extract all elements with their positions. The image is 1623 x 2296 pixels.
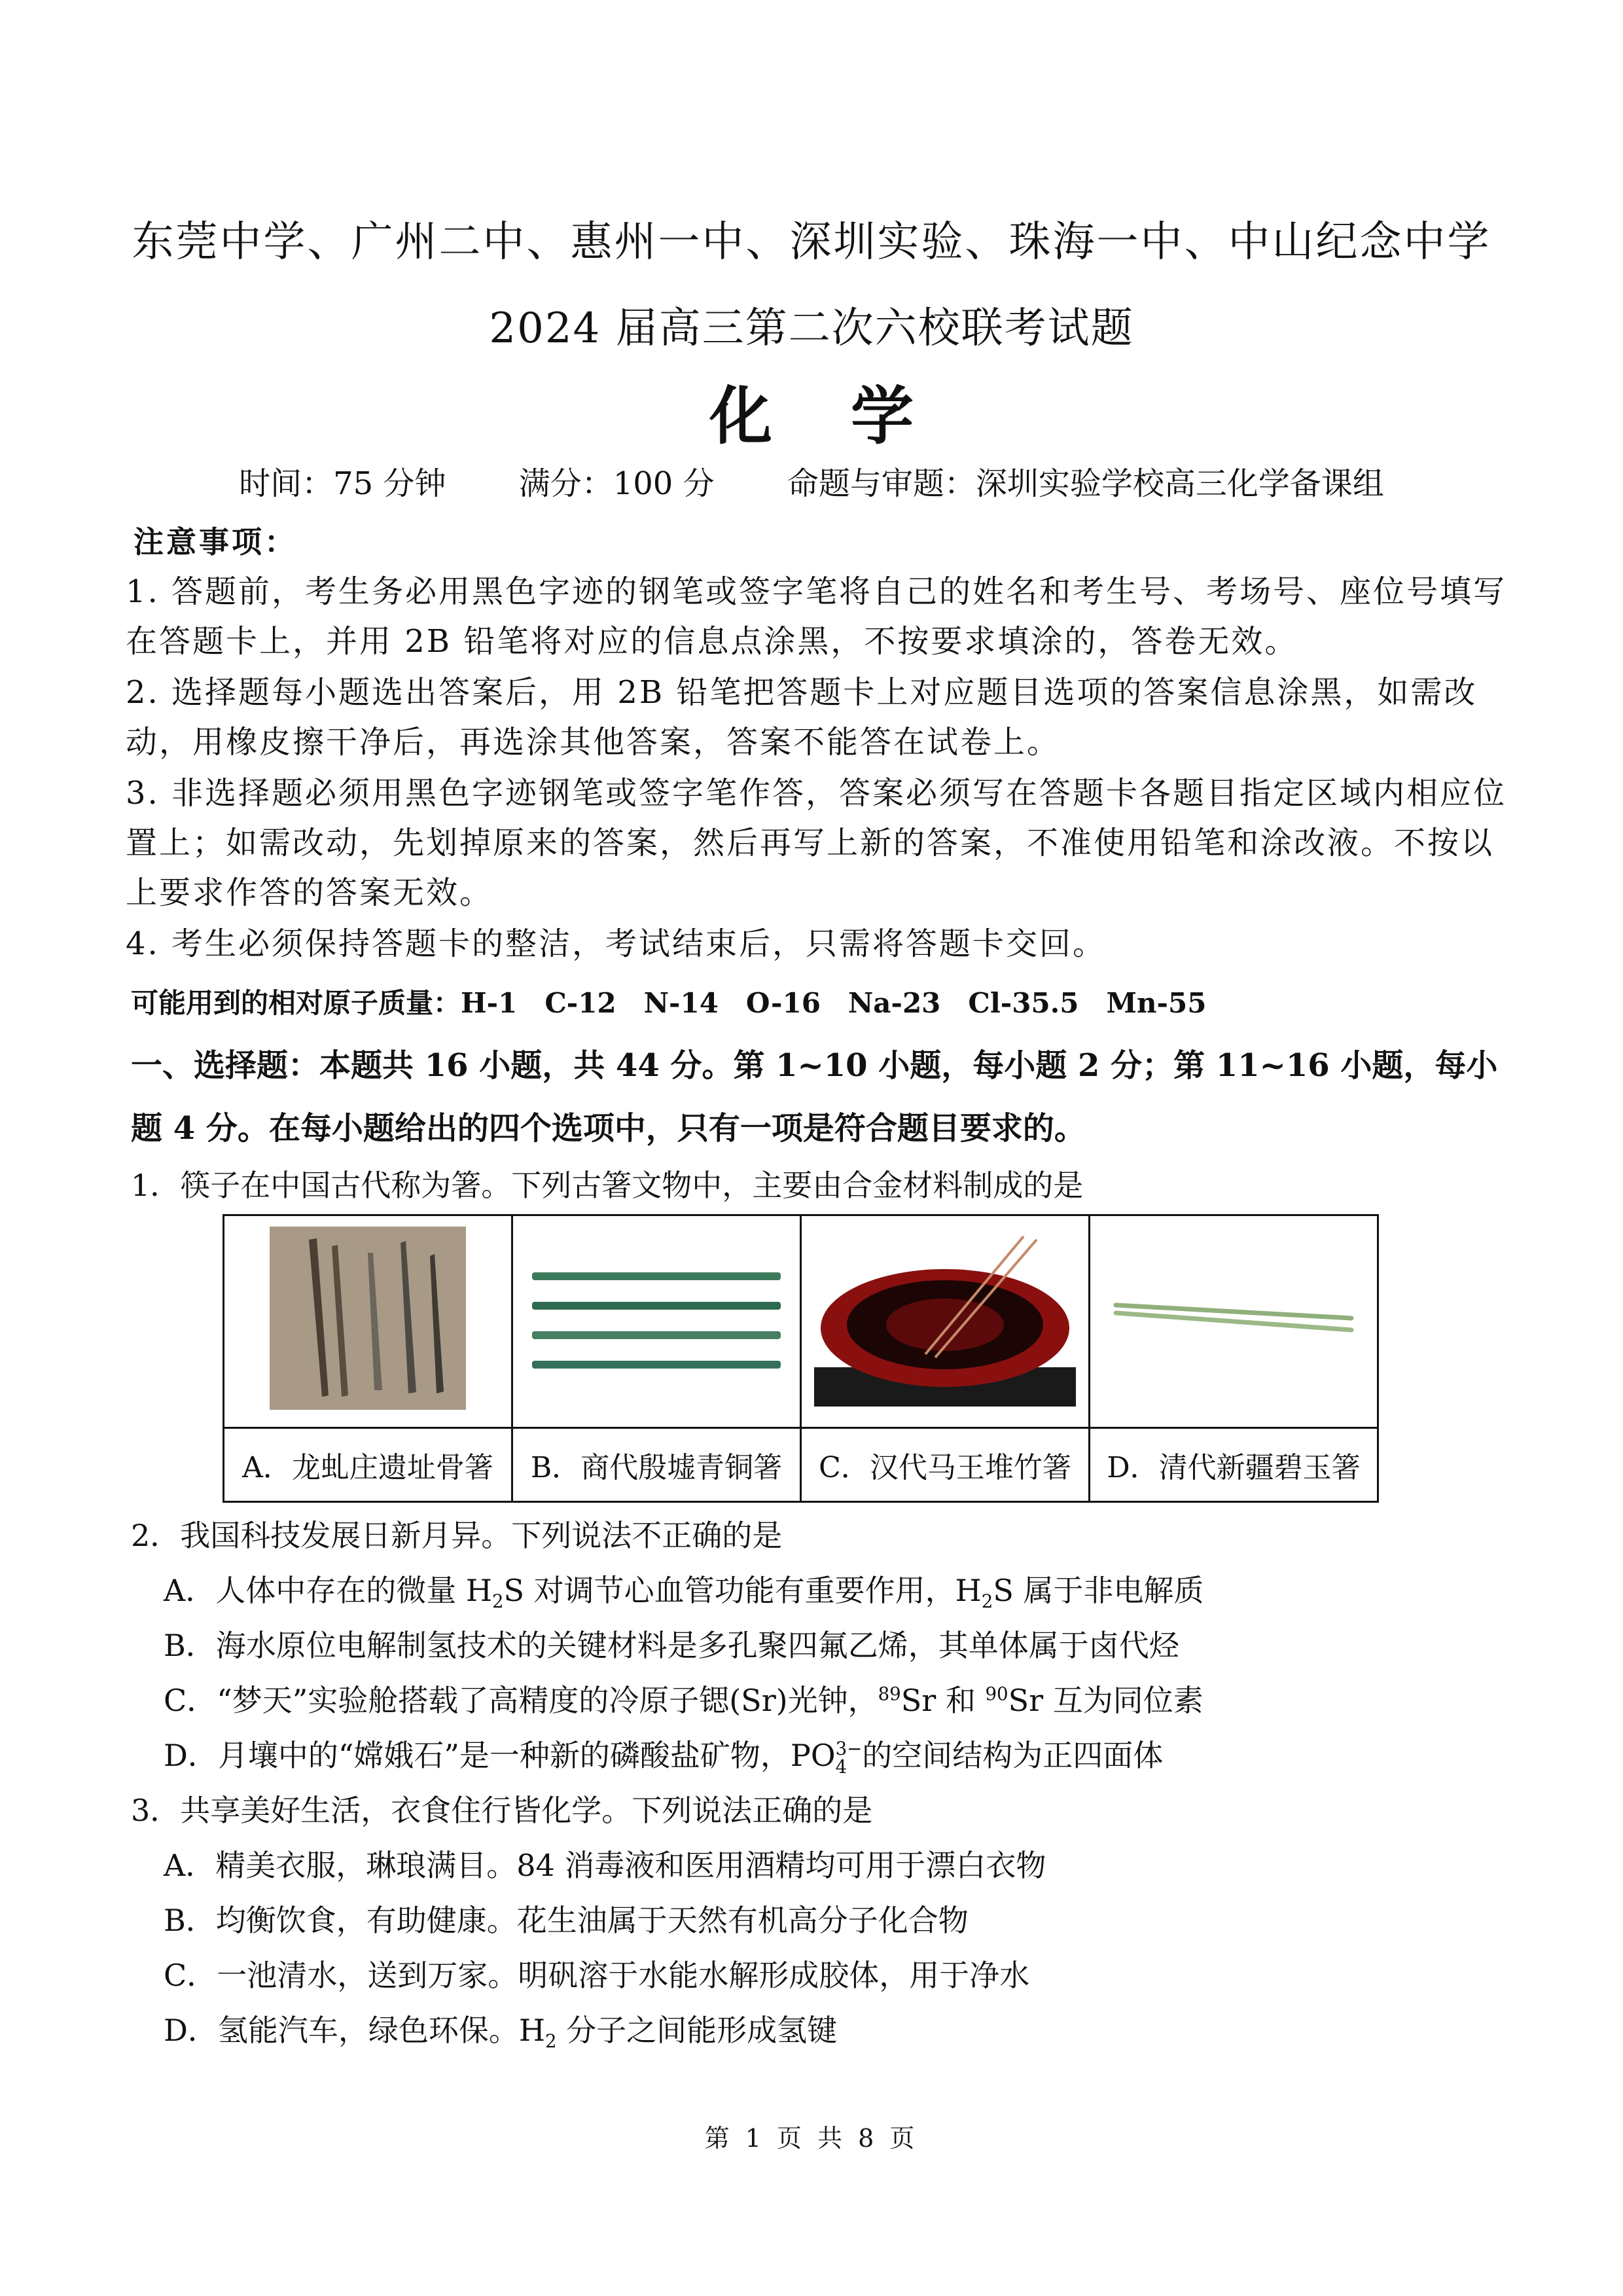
subject-title: 化学 <box>709 379 992 453</box>
exam-title: 2024 届高三第二次六校联考试题 <box>489 304 1134 353</box>
bamboo-chopsticks-image <box>801 1215 1090 1428</box>
q3-option-a: A．精美衣服，琳琅满目。84 消毒液和医用酒精均可用于漂白衣物 <box>164 1848 1046 1883</box>
exam-meta <box>0 458 1623 503</box>
section-heading: 一、选择题：本题共 16 小题，共 44 分。第 1~10 小题，每小题 2 分；第 11~16 小题，每小题 4 分。在每小题给出的四个选项中，只有一项是符合题目要求的。 <box>131 1047 1498 1147</box>
notice-item-3: 3. 非选择题必须用黑色字迹钢笔或签字笔作答，答案必须写在答题卡各题目指定区域内相应位置上；如需改动，先划掉原来的答案，然后再写上新的答案，不准使用铅笔和涂改液。不按以上要求作答的答案无效。 <box>126 775 1507 911</box>
bone-chopsticks-image <box>224 1215 512 1428</box>
q1-option-b: B．商代殷墟青铜箸 <box>512 1428 801 1502</box>
q1-option-c: C．汉代马王堆竹箸 <box>801 1428 1090 1502</box>
q2-stem: 2．我国科技发展日新月异。下列说法不正确的是 <box>131 1518 783 1553</box>
page-footer: 第 1 页 共 8 页 <box>704 2124 919 2153</box>
schools-line: 东莞中学、广州二中、惠州一中、深圳实验、珠海一中、中山纪念中学 <box>132 218 1491 266</box>
notice-item-4: 4. 考生必须保持答题卡的整洁，考试结束后，只需将答题卡交回。 <box>126 925 1107 962</box>
q2-option-b: B．海水原位电解制氢技术的关键材料是多孔聚四氟乙烯，其单体属于卤代烃 <box>164 1628 1179 1663</box>
q3-option-d: D．氢能汽车，绿色环保。$H_2$ 分子之间能形成氢键 <box>164 2013 838 2053</box>
q2-option-a: A．人体中存在的微量 $H_2S$ 对调节心血管功能有重要作用，$H_2S$ 属于非电解质 <box>164 1573 1204 1613</box>
notice-item-1: 1. 答题前，考生务必用黑色字迹的钢笔或签字笔将自己的姓名和考生号、考场号、座位号填写在答题卡上，并用 2B 铅笔将对应的信息点涂黑，不按要求填涂的，答卷无效。 <box>126 573 1507 660</box>
q3-stem: 3．共享美好生活，衣食住行皆化学。下列说法正确的是 <box>131 1793 873 1828</box>
exam-score: 满分：100 分 <box>518 465 715 502</box>
bronze-chopsticks-image <box>512 1215 801 1428</box>
notice-item-2: 2. 选择题每小题选出答案后，用 2B 铅笔把答题卡上对应题目选项的答案信息涂黑，如需改动，用橡皮擦干净后，再选涂其他答案，答案不能答在试卷上。 <box>126 674 1478 761</box>
exam-author: 命题与审题：深圳实验学校高三化学备课组 <box>787 465 1384 502</box>
jade-chopsticks-image <box>1090 1215 1378 1428</box>
q1-stem: 1．筷子在中国古代称为箸。下列古箸文物中，主要由合金材料制成的是 <box>131 1168 1084 1203</box>
q1-option-d: D．清代新疆碧玉箸 <box>1090 1428 1378 1502</box>
q2-option-c: C．“梦天”实验舱搭载了高精度的冷原子锶(Sr)光钟，$^{89}$Sr 和 $^{90}$Sr 互为同位素 <box>164 1683 1204 1718</box>
q3-option-c: C．一池清水，送到万家。明矾溶于水能水解形成胶体，用于净水 <box>164 1958 1030 1993</box>
q2-option-d: D．月壤中的“嫦娥石”是一种新的磷酸盐矿物，PO 3− 4 的空间结构为正四面体 <box>164 1738 1164 1778</box>
q1-option-table <box>223 1214 1379 1503</box>
q3-option-b: B．均衡饮食，有助健康。花生油属于天然有机高分子化合物 <box>164 1903 969 1938</box>
q1-option-a: A．龙虬庄遗址骨箸 <box>224 1428 512 1502</box>
exam-time: 时间：75 分钟 <box>239 465 446 502</box>
notice-heading: 注意事项： <box>134 524 297 560</box>
atomic-masses: 可能用到的相对原子质量：H-1 C-12 N-14 O-16 Na-23 Cl-35.5 Mn-55 <box>131 987 1207 1019</box>
